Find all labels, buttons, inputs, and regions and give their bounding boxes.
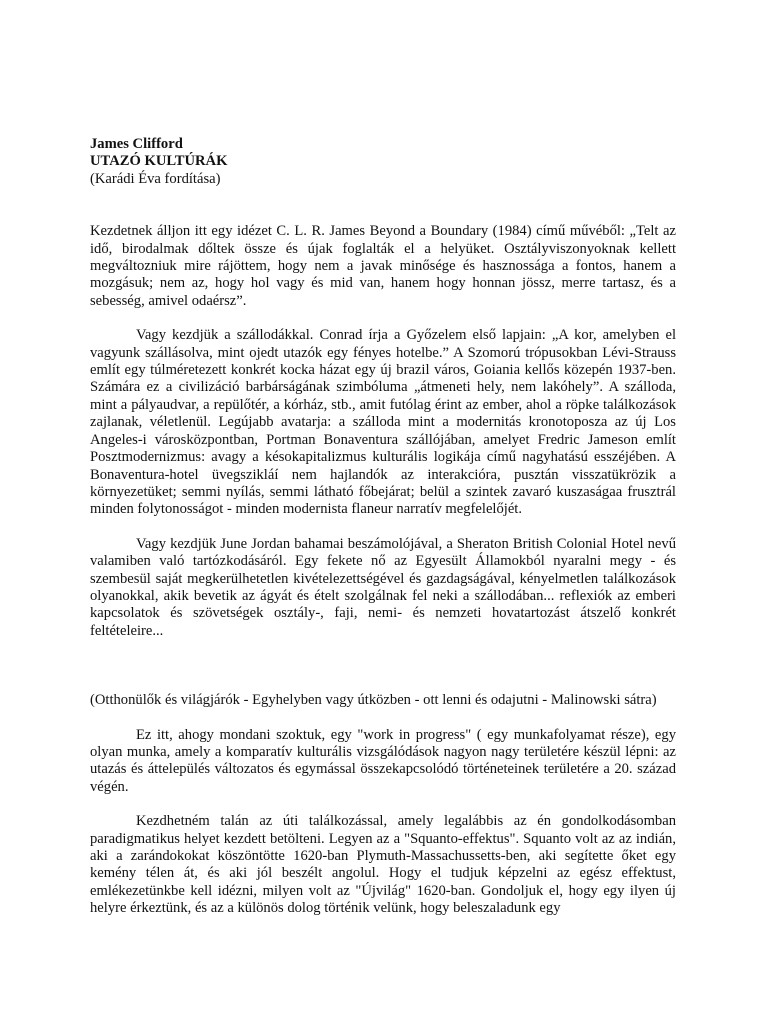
paragraph-3: Vagy kezdjük June Jordan bahamai beszámolójával, a Sheraton British Colonial Hotel nevű valamiben való tartózkodásáról. Egy fekete nő az Egyesült Államokból nyaralni megy - és szembesül saját megkerülhetetlen kivételezettségével és gazdagságával, kényelmetlen találkozások olyanokkal, akik bevetik az ágyát és ételt szolgálnak fel neki a szállodában... reflexiók az emberi kapcsolatok és szövetségek osztály-, faji, nemi- és nemzeti hovatartozást átszelő konkrét feltételeire... bbox=[90, 535, 676, 639]
spacer bbox=[90, 188, 676, 223]
paragraph-5: Kezdhetném talán az úti találkozással, amely legalábbis az én gondolkodásomban paradigmatikus helyet kezdett betölteni. Legyen az a "Squanto-effektus". Squanto volt az az indián, aki a zarándokokat köszöntötte 1620-ban Plymuth-Massachussetts-ben, aki segítette őket egy kemény télen át, és aki jól beszélt angolul. Hogy el tudjuk képzelni az egész effektust, emlékezetünkbe kell idézni, milyen volt az "Újvilág" 1620-ban. Gondoljuk el, hogy egy ilyen új helyre érkeztünk, és az a különös dolog történik velünk, hogy beleszaladunk egy bbox=[90, 813, 676, 917]
document-header bbox=[90, 136, 676, 188]
spacer bbox=[90, 796, 676, 813]
document-page bbox=[90, 136, 676, 918]
document-body bbox=[90, 223, 676, 917]
spacer bbox=[90, 640, 676, 692]
spacer bbox=[90, 310, 676, 327]
document-title: UTAZÓ KULTÚRÁK bbox=[90, 153, 228, 170]
author-name: James Clifford bbox=[90, 136, 183, 152]
section-heading: (Otthonülők és világjárók - Egyhelyben vagy útközben - ott lenni és odajutni - Malinowski sátra) bbox=[90, 692, 657, 709]
paragraph-1: Kezdetnek álljon itt egy idézet C. L. R. James Beyond a Boundary (1984) című művéből: „Telt az idő, birodalmak dőltek össze és újak foglalták el a helyüket. Osztályviszonyoknak kellett megváltozniuk mire rájöttem, hogy nem a javak minősége és hasznossága a fontos, hanem a mozgásuk; nem az, hogy hol vagy és mid van, hanem hogy honnan jössz, merre tartasz, és a sebesség, amivel odaérsz”. bbox=[90, 223, 676, 309]
spacer bbox=[90, 519, 676, 536]
spacer bbox=[90, 710, 676, 727]
translator-note: (Karádi Éva fordítása) bbox=[90, 170, 221, 187]
paragraph-2: Vagy kezdjük a szállodákkal. Conrad írja a Győzelem első lapjain: „A kor, amelyben el vagyunk szállásolva, mint ojedt utazók egy fényes hotelbe.” A Szomorú trópusokban Lévi-Strauss említ egy túlméretezett konkrét kocka házat egy új brazil város, Goiania kellős közepén 1937-ben. Számára ez a civilizáció barbárságának szimbóluma „átmeneti hely, nem lakóhely”. A szálloda, mint a pályaudvar, a repülőtér, a kórház, stb., amit futólag érint az ember, ahol a röpke találkozások zajlanak, véletlenül. Legújabb avatarja: a szálloda mint a modernitás kronotoposza az új Los Angeles-i városközpontban, Portman Bonaventura szállójában, amelyet Fredric Jameson említ Posztmodernizmus: avagy a késokapitalizmus kulturális logikája című nagyhatású esszéjében. A Bonaventura-hotel üvegszikláí nem hajlandók az interakcióra, pusztán visszatükrözik a környezetüket; semmi nyílás, semmi látható főbejárat; belül a szintek zavaró kuszaságaa frusztrál minden folytonosságot - minden modernista flaneur narratív megfelelőjét. bbox=[90, 327, 676, 518]
paragraph-4: Ez itt, ahogy mondani szoktuk, egy "work in progress" ( egy munkafolyamat része), egy olyan munka, amely a komparatív kulturális vizsgálódások nagyon nagy területére készül lépni: az utazás és áttelepülés változatos és egymással összekapcsolódó történeteinek területére a 20. század végén. bbox=[90, 726, 676, 795]
